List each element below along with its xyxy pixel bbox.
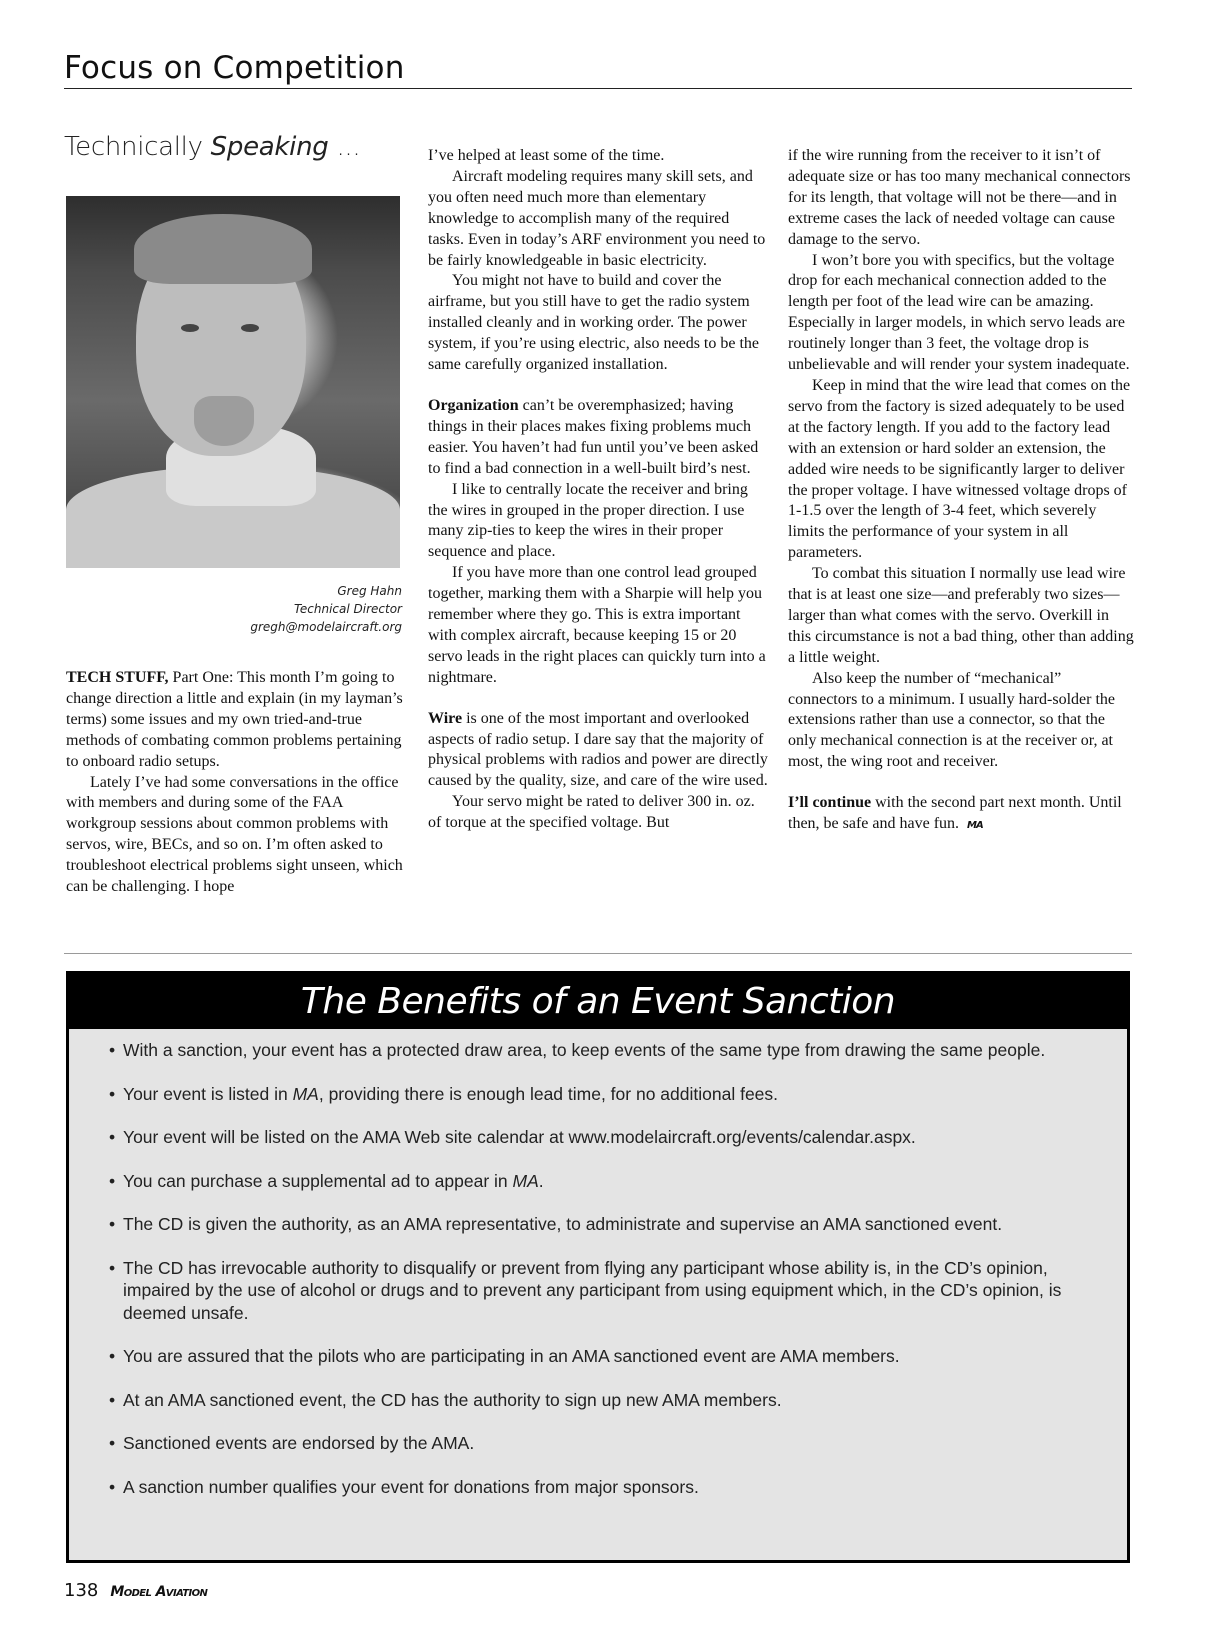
page-footer	[64, 1580, 207, 1604]
sanction-benefits-box	[66, 971, 1130, 1563]
benefit-item: • At an AMA sanctioned event, the CD has the authority to sign up new AMA members.	[109, 1389, 1091, 1412]
benefit-item: • With a sanction, your event has a protected draw area, to keep events of the same type from drawing the same people.	[109, 1039, 1091, 1062]
article-column-1	[66, 668, 404, 898]
sanction-box-header	[69, 974, 1127, 1029]
benefit-item: • Your event is listed in MA, providing there is enough lead time, for no additional fees.	[109, 1083, 1091, 1106]
author-photo	[66, 196, 400, 568]
article-paragraph: Lately I’ve had some conversations in the office with members and during some of the FAA workgroup sessions about common problems with servos, wire, BECs, and so on. I’m often asked to troubleshoot electrical problems sight unseen, which can be challenging. I hope	[66, 773, 403, 896]
article-paragraph: I’ve helped at least some of the time.	[428, 147, 665, 164]
column-title-italic: Speaking	[210, 132, 329, 162]
article-column-3	[788, 146, 1134, 837]
benefit-item: • Your event will be listed on the AMA Web site calendar at www.modelaircraft.org/events/calendar.aspx.	[109, 1126, 1091, 1149]
article-paragraph: Wire is one of the most important and overlooked aspects of radio setup. I dare say that the majority of physical problems with radios and power are directly caused by the quality, size, and care of the wire used.	[428, 709, 768, 790]
author-email[interactable]: gregh@modelaircraft.org	[250, 620, 402, 634]
benefit-item: • The CD is given the authority, as an AMA representative, to administrate and supervise an AMA sanctioned event.	[109, 1213, 1091, 1236]
benefit-item: • A sanction number qualifies your event for donations from major sponsors.	[109, 1476, 1091, 1499]
subhead-continue: I’ll continue	[788, 794, 872, 812]
article-column-2	[428, 146, 768, 834]
article-paragraph: You might not have to build and cover the airframe, but you still have to get the radio system installed cleanly and in working order. The power system, if you’re using electric, also needs to be the same carefully organized installation.	[428, 272, 760, 374]
column-title-regular: Technically	[64, 132, 211, 162]
article-paragraph: if the wire running from the receiver to it isn’t of adequate size or has too many mechanical connectors for its length, that voltage will not be there—and in extreme cases the lack of needed voltage can cause damage to the servo.	[788, 147, 1131, 248]
subhead-wire: Wire	[428, 709, 463, 727]
author-role: Technical Director	[294, 602, 402, 616]
article-paragraph: Your servo might be rated to deliver 300 in. oz. of torque at the specified voltage. But	[428, 793, 755, 832]
author-caption	[64, 582, 402, 636]
benefits-list	[69, 1029, 1127, 1498]
magazine-name-logo: Model Aviation	[110, 1584, 208, 1600]
photo-hair-shape	[134, 214, 312, 284]
article-paragraph: I’ll continue with the second part next month. Until then, be safe and have fun. MA	[788, 794, 1122, 833]
end-mark-icon: MA	[967, 820, 983, 832]
photo-eye-shape	[241, 324, 259, 332]
section-header	[64, 48, 1132, 89]
article-paragraph: TECH STUFF, Part One: This month I’m going to change direction a little and explain (in my layman’s terms) some issues and my own tried-and-true methods of combating common problems pertaining to onboard radio setups.	[66, 669, 403, 770]
benefit-item: • You are assured that the pilots who are participating in an AMA sanctioned event are AMA members.	[109, 1345, 1091, 1368]
lead-in: TECH STUFF,	[66, 669, 169, 686]
author-name: Greg Hahn	[337, 584, 402, 598]
article-paragraph: If you have more than one control lead grouped together, marking them with a Sharpie will help you remember where they go. This is extra important with complex aircraft, because keeping 15 or 20 servo leads in the right places can quickly turn into a nightmare.	[428, 564, 766, 686]
section-divider	[64, 953, 1132, 954]
column-title-suffix: ...	[328, 132, 361, 162]
photo-beard-shape	[194, 396, 254, 446]
article-paragraph: To combat this situation I normally use lead wire that is at least one size—and preferably two sizes—larger than what comes with the servo. Overkill in this circumstance is not a bad thing, other than adding a little weight.	[788, 565, 1134, 666]
benefit-item: • You can purchase a supplemental ad to appear in MA.	[109, 1170, 1091, 1193]
article-paragraph: I like to centrally locate the receiver and bring the wires in grouped in the proper direction. I use many zip-ties to keep the wires in their proper sequence and place.	[428, 480, 748, 561]
article-paragraph: Keep in mind that the wire lead that comes on the servo from the factory is sized adequately to be used at the factory length. If you add to the factory lead with an extension or hard solder an extension, the added wire needs to be significantly larger to deliver the proper voltage. I have witnessed voltage drops of 1-1.5 over the length of 3-4 feet, which severely limits the performance of your system in all parameters.	[788, 376, 1131, 562]
article-paragraph: Organization can’t be overemphasized; having things in their places makes fixing problems much easier. You haven’t had fun until you’ve been asked to find a bad connection in a well-built bird’s nest.	[428, 396, 759, 477]
section-title: Focus on Competition	[64, 50, 405, 86]
sanction-box-title: The Benefits of an Event Sanction	[300, 981, 896, 1022]
photo-eye-shape	[181, 324, 199, 332]
article-paragraph: Aircraft modeling requires many skill sets, and you often need much more than elementary knowledge to accomplish many of the required tasks. Even in today’s ARF environment you need to be fairly knowledgeable in basic electricity.	[428, 167, 766, 269]
benefit-item: • The CD has irrevocable authority to disqualify or prevent from flying any participant whose ability is, in the CD’s opinion, impaired by the use of alcohol or drugs and to prevent any participant from using equipment which, in the CD’s opinion, is deemed unsafe.	[109, 1257, 1091, 1325]
page-number: 138	[64, 1580, 99, 1601]
subhead-organization: Organization	[428, 396, 519, 414]
article-paragraph: Also keep the number of “mechanical” connectors to a minimum. I usually hard-solder the extensions rather than use a connector, so that the only mechanical connection is at the receiver or, at most, the wing root and receiver.	[788, 669, 1116, 771]
article-paragraph: I won’t bore you with specifics, but the voltage drop for each mechanical connection added to the length per foot of the lead wire can be amazing. Especially in larger models, in which servo leads are routinely longer than 3 feet, the voltage drop is unbelievable and will render your system inadequate.	[788, 251, 1130, 374]
benefit-item: • Sanctioned events are endorsed by the AMA.	[109, 1432, 1091, 1455]
column-title	[64, 132, 360, 162]
